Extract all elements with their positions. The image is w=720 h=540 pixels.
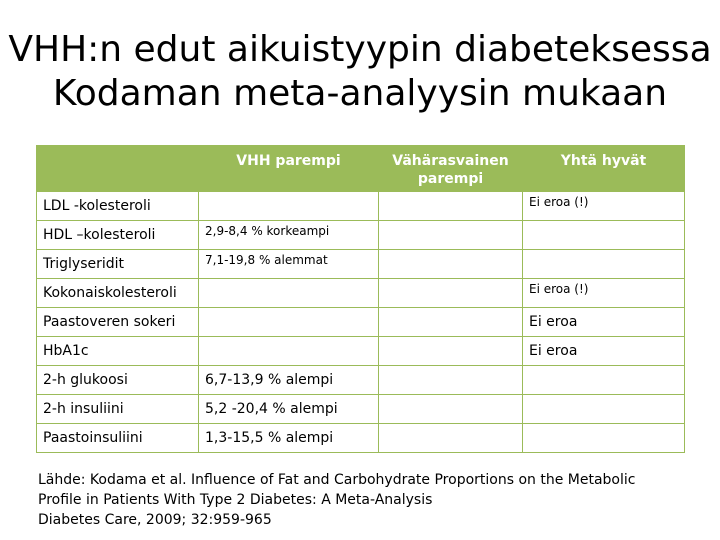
cell-vaharasvainen [379, 395, 523, 424]
row-label: HDL –kolesteroli [37, 221, 199, 250]
source-citation [38, 470, 698, 530]
header-cell-yhta-hyvat: Yhtä hyvät [523, 146, 685, 192]
comparison-table [36, 145, 685, 453]
slide-title-line-2: Kodaman meta-analyysin mukaan [52, 73, 668, 114]
row-label: HbA1c [37, 337, 199, 366]
cell-vhh [199, 192, 379, 221]
table-row [37, 279, 685, 308]
cell-vhh: 1,3-15,5 % alempi [199, 424, 379, 453]
cell-vhh: 6,7-13,9 % alempi [199, 366, 379, 395]
row-label: 2-h glukoosi [37, 366, 199, 395]
table-header-row [37, 146, 685, 192]
cell-vaharasvainen [379, 221, 523, 250]
cell-vaharasvainen [379, 308, 523, 337]
row-label: Kokonaiskolesteroli [37, 279, 199, 308]
header-cell-vhh-parempi: VHH parempi [199, 146, 379, 192]
row-label: Paastoinsuliini [37, 424, 199, 453]
cell-vhh [199, 279, 379, 308]
cell-vhh: 2,9-8,4 % korkeampi [199, 221, 379, 250]
source-line-2: Profile in Patients With Type 2 Diabetes: A Meta-Analysis [38, 492, 433, 508]
cell-vaharasvainen [379, 192, 523, 221]
source-line-1: Lähde: Kodama et al. Influence of Fat and Carbohydrate Proportions on the Metabolic [38, 472, 636, 488]
row-label: 2-h insuliini [37, 395, 199, 424]
table-row [37, 395, 685, 424]
cell-yhta [523, 221, 685, 250]
cell-yhta: Ei eroa [523, 337, 685, 366]
cell-yhta: Ei eroa [523, 308, 685, 337]
header-cell-empty [37, 146, 199, 192]
cell-vaharasvainen [379, 279, 523, 308]
cell-yhta: Ei eroa (!) [523, 192, 685, 221]
table-row [37, 424, 685, 453]
row-label: LDL -kolesteroli [37, 192, 199, 221]
row-label: Triglyseridit [37, 250, 199, 279]
slide-title-line-1: VHH:n edut aikuistyypin diabeteksessa [8, 29, 712, 70]
table-row [37, 192, 685, 221]
cell-yhta [523, 424, 685, 453]
row-label: Paastoveren sokeri [37, 308, 199, 337]
cell-vhh: 7,1-19,8 % alemmat [199, 250, 379, 279]
cell-yhta [523, 250, 685, 279]
cell-yhta: Ei eroa (!) [523, 279, 685, 308]
source-line-3: Diabetes Care, 2009; 32:959-965 [38, 512, 272, 528]
cell-vaharasvainen [379, 337, 523, 366]
cell-vaharasvainen [379, 424, 523, 453]
cell-vaharasvainen [379, 366, 523, 395]
table-row [37, 366, 685, 395]
cell-vhh: 5,2 -20,4 % alempi [199, 395, 379, 424]
cell-vhh [199, 308, 379, 337]
table-row [37, 337, 685, 366]
cell-yhta [523, 395, 685, 424]
cell-yhta [523, 366, 685, 395]
header-cell-vaharasvainen-parempi: Vähärasvainen parempi [379, 146, 523, 192]
table-row [37, 250, 685, 279]
cell-vhh [199, 337, 379, 366]
slide-title [0, 28, 720, 116]
cell-vaharasvainen [379, 250, 523, 279]
table-row [37, 308, 685, 337]
table-row [37, 221, 685, 250]
